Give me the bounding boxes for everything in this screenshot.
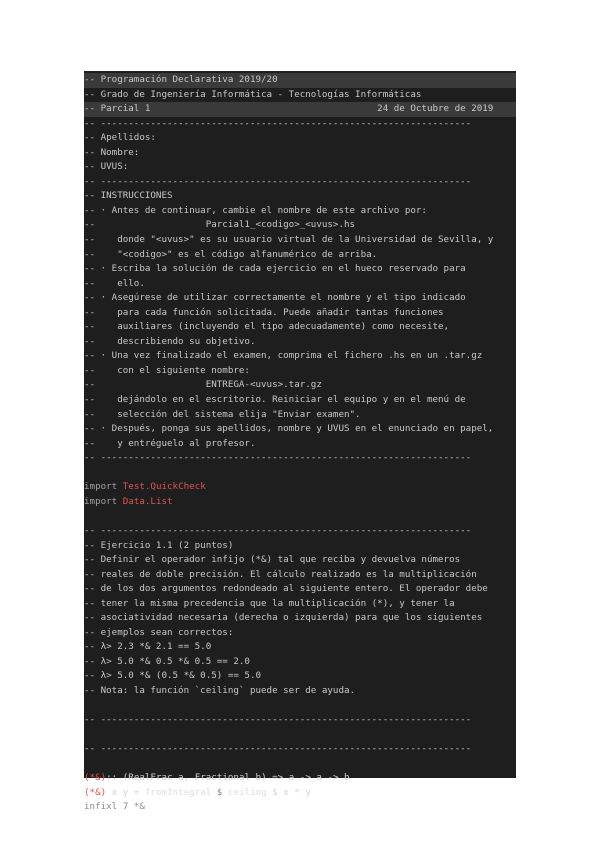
code-line: -- "<codigo>" es el código alfanumérico de arriba. xyxy=(84,248,378,260)
blank-line xyxy=(84,466,516,481)
code-line: -- reales de doble precisión. El cálculo realizado es la multiplicación xyxy=(84,568,477,580)
code-token: :: ( xyxy=(106,772,129,784)
code-line: -- INSTRUCCIONES xyxy=(84,190,173,202)
code-line: -- ------------------------------------------------------------------- xyxy=(84,175,472,187)
operator-name: (*&) xyxy=(84,772,107,784)
code-token: x y = xyxy=(106,786,145,798)
code-token: , xyxy=(183,772,195,784)
code-editor[interactable] xyxy=(84,71,516,813)
import-line xyxy=(84,495,516,510)
fixity-line: infixl 7 *& xyxy=(84,801,145,813)
definition-line xyxy=(84,786,516,801)
code-line: -- ------------------------------------------------------------------- xyxy=(84,117,472,129)
code-token: $ x * y xyxy=(266,786,311,798)
code-line: -- · Después, ponga sus apellidos, nombre y UVUS en el enunciado en papel, xyxy=(84,423,494,435)
code-line: -- Nota: la función `ceiling` puede ser de ayuda. xyxy=(84,684,356,696)
code-line: -- ejemplos sean correctos: xyxy=(84,626,234,638)
code-line: -- · Asegúrese de utilizar correctamente el nombre y el tipo indicado xyxy=(84,292,466,304)
code-line: -- con el siguiente nombre: xyxy=(84,364,250,376)
code-line: -- Apellidos: xyxy=(84,132,156,144)
code-line: -- λ> 5.0 *& 0.5 *& 0.5 == 2.0 xyxy=(84,655,250,667)
code-line: -- y entréguelo al profesor. xyxy=(84,437,256,449)
import-keyword: import xyxy=(84,481,118,493)
code-line: -- λ> 2.3 *& 2.1 == 5.0 xyxy=(84,641,212,653)
code-line: -- · Escriba la solución de cada ejercicio en el hueco reservado para xyxy=(84,263,466,275)
code-line: -- Programación Declarativa 2019/20 xyxy=(84,73,516,88)
code-token: $ xyxy=(211,786,228,798)
code-line: -- Nombre: xyxy=(84,146,140,158)
code-line: -- · Una vez finalizado el examen, comprima el fichero .hs en un .tar.gz xyxy=(84,350,483,362)
blank-line xyxy=(84,728,516,743)
blank-line xyxy=(84,509,516,524)
function-name: ceiling xyxy=(227,786,267,798)
blank-line xyxy=(84,757,516,772)
code-line: -- Parcial 1 24 de Octubre de 2019 xyxy=(84,102,516,117)
code-line: -- dejándolo en el escritorio. Reiniciar el equipo y en el menú de xyxy=(84,394,466,406)
code-line: -- donde "<uvus>" es su usuario virtual de la Universidad de Sevilla, y xyxy=(84,234,494,246)
code-line: -- Ejercicio 1.1 (2 puntos) xyxy=(84,539,234,551)
code-line: -- UVUS: xyxy=(84,161,129,173)
code-line: -- auxiliares (incluyendo el tipo adecuadamente) como necesite, xyxy=(84,321,450,333)
type-signature-line xyxy=(84,771,516,786)
code-line: -- ------------------------------------------------------------------- xyxy=(84,452,472,464)
code-line: -- describiendo su objetivo. xyxy=(84,335,256,347)
code-line: -- · Antes de continuar, cambie el nombre de este archivo por: xyxy=(84,204,427,216)
code-line: -- ------------------------------------------------------------------- xyxy=(84,743,472,755)
type-class: Fractional b xyxy=(194,772,262,784)
code-line: -- ENTREGA-<uvus>.tar.gz xyxy=(84,379,322,391)
code-line: -- de los dos argumentos redondeado al siguiente entero. El operador debe xyxy=(84,583,488,595)
code-line: -- selección del sistema elija "Enviar examen". xyxy=(84,408,361,420)
code-line: -- para cada función solicitada. Puede añadir tantas funciones xyxy=(84,306,444,318)
operator-name: (*&) xyxy=(84,786,107,798)
code-token: ) => a -> a -> b xyxy=(261,772,350,784)
code-line: -- ello. xyxy=(84,277,145,289)
code-line: -- Definir el operador infijo (*&) tal que reciba y devuelva números xyxy=(84,554,461,566)
code-line: -- Grado de Ingeniería Informática - Tecnologías Informáticas xyxy=(84,88,422,100)
module-name: Data.List xyxy=(122,495,173,507)
function-name: fromIntegral xyxy=(144,786,212,798)
type-class: RealFrac a xyxy=(128,772,184,784)
code-line: -- Parcial1_<codigo>_<uvus>.hs xyxy=(84,219,356,231)
code-line: -- asociatividad necesaria (derecha o izquierda) para que los siguientes xyxy=(84,612,483,624)
import-keyword: import xyxy=(84,495,118,507)
code-line: -- ------------------------------------------------------------------- xyxy=(84,524,472,536)
module-name: Test.QuickCheck xyxy=(122,481,206,493)
code-line: -- λ> 5.0 *& (0.5 *& 0.5) == 5.0 xyxy=(84,670,262,682)
code-line: -- tener la misma precedencia que la multiplicación (*), y tener la xyxy=(84,597,455,609)
import-line xyxy=(84,480,516,495)
blank-line xyxy=(84,699,516,714)
code-line: -- ------------------------------------------------------------------- xyxy=(84,714,472,726)
